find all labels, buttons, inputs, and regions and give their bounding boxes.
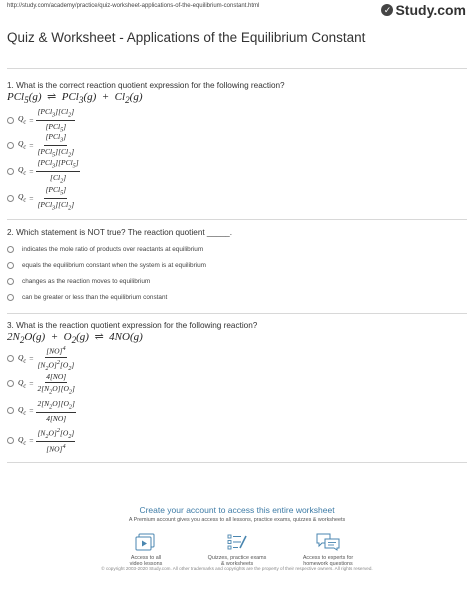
fraction xyxy=(36,132,75,158)
equals-sign: = xyxy=(29,115,34,125)
page-url: http://study.com/academy/practice/quiz-worksheet-applications-of-the-equilibrium-constant.html xyxy=(7,3,260,9)
fraction xyxy=(36,427,75,454)
radio-button[interactable] xyxy=(7,437,14,444)
fraction xyxy=(36,107,75,133)
radio-button[interactable] xyxy=(7,117,14,124)
equals-sign: = xyxy=(29,379,34,389)
radio-button[interactable] xyxy=(7,380,14,387)
fraction-denominator: $[N_2O]^2[O_2]$ xyxy=(37,358,75,372)
answer-option[interactable] xyxy=(7,278,150,285)
question-2-text: 2. Which statement is NOT true? The reaction quotient _____. xyxy=(7,228,232,237)
title-divider xyxy=(7,68,467,69)
fraction-numerator: $2[N_2O][O_2]$ xyxy=(37,399,75,411)
fraction xyxy=(36,185,75,211)
fraction xyxy=(36,372,76,396)
fraction xyxy=(36,399,76,423)
fraction-numerator: [PCl$_3$] xyxy=(45,132,67,144)
feature-line-2: & worksheets xyxy=(220,561,254,567)
fraction-numerator: [PCl$_5$] xyxy=(45,185,67,197)
radio-button[interactable] xyxy=(7,195,14,202)
answer-text: changes as the reaction moves to equilibrium xyxy=(22,278,151,285)
feature-line-1: Quizzes, practice exams xyxy=(207,555,267,561)
radio-button[interactable] xyxy=(7,294,14,301)
radio-button[interactable] xyxy=(7,168,14,175)
radio-button[interactable] xyxy=(7,355,14,362)
fraction-denominator: $[PCl_5][Cl_2]$ xyxy=(37,146,75,158)
fraction-denominator: [PCl$_5$] xyxy=(45,121,67,133)
question-3-text: 3. What is the reaction quotient expression for the following reaction? xyxy=(7,321,258,330)
fraction-denominator: $[Cl_2]$ xyxy=(50,172,67,184)
answer-option[interactable] xyxy=(7,107,75,133)
fraction xyxy=(36,158,79,184)
answer-option[interactable] xyxy=(7,246,203,253)
feature-video-lessons[interactable] xyxy=(106,533,186,567)
answer-option[interactable] xyxy=(7,158,80,184)
feature-line-2: homework questions xyxy=(303,561,353,567)
feature-line-2: video lessons xyxy=(129,561,163,567)
qc-symbol: $Q_c$ xyxy=(18,139,27,151)
answer-option[interactable] xyxy=(7,262,206,269)
answer-text: indicates the mole ratio of products over reactants at equilibrium xyxy=(22,246,204,253)
radio-button[interactable] xyxy=(7,142,14,149)
answer-option[interactable] xyxy=(7,399,76,423)
video-lessons-icon xyxy=(135,533,157,551)
radio-button[interactable] xyxy=(7,278,14,285)
study-logo-icon: ✓ xyxy=(381,4,393,16)
qc-symbol: $Q_c$ xyxy=(18,434,27,446)
answer-text: can be greater or less than the equilibrium constant xyxy=(22,294,168,301)
feature-experts[interactable] xyxy=(288,533,368,567)
fraction-numerator: 4[NO] xyxy=(46,372,67,381)
qc-symbol: $Q_c$ xyxy=(18,114,27,126)
qc-symbol: $Q_c$ xyxy=(18,405,27,417)
fraction-numerator: $[PCl_3][Cl_2]$ xyxy=(37,107,75,119)
study-logo[interactable] xyxy=(381,2,466,18)
question-1-equation: PCl$_5$(g) ⇌ $PCl_3(g) + Cl_2(g)$ xyxy=(7,91,143,106)
page-title: Quiz & Worksheet - Applications of the Equilibrium Constant xyxy=(7,30,366,45)
answer-text: equals the equilibrium constant when the system is at equilibrium xyxy=(22,262,207,269)
feature-line-1: Access to experts for xyxy=(302,555,354,561)
fraction-denominator: [NO]$^4$ xyxy=(46,443,66,454)
fraction-numerator: $[N_2O]^2[O_2]$ xyxy=(37,427,75,440)
equals-sign: = xyxy=(29,166,34,176)
question-1-text: 1. What is the correct reaction quotient expression for the following reaction? xyxy=(7,81,285,90)
answer-option[interactable] xyxy=(7,345,75,372)
cta-subtitle: A Premium account gives you access to all lessons, practice exams, quizzes & worksheets xyxy=(128,517,346,523)
equals-sign: = xyxy=(29,435,34,445)
qc-symbol: $Q_c$ xyxy=(18,165,27,177)
equals-sign: = xyxy=(29,140,34,150)
fraction-numerator: [NO]$^4$ xyxy=(46,345,66,356)
feature-line-1: Access to all xyxy=(130,555,162,561)
question-3-equation: $2N_2O(g) + O_2(g)$ ⇌ 4NO(g) xyxy=(7,331,143,346)
fraction-denominator: $[PCl_3][Cl_2]$ xyxy=(37,199,75,211)
radio-button[interactable] xyxy=(7,407,14,414)
copyright-notice: © copyright 2003-2020 Study.com. All other trademarks and copyrights are the property of their respective owners. All rights reserved. xyxy=(101,566,373,571)
logo-text: Study.com xyxy=(395,2,466,18)
question-divider xyxy=(7,219,467,220)
answer-option[interactable] xyxy=(7,185,75,211)
question-divider xyxy=(7,313,467,314)
radio-button[interactable] xyxy=(7,246,14,253)
radio-button[interactable] xyxy=(7,262,14,269)
cta-divider xyxy=(7,462,467,463)
equals-sign: = xyxy=(29,193,34,203)
answer-option[interactable] xyxy=(7,294,167,301)
feature-quizzes-worksheets[interactable] xyxy=(197,533,277,567)
qc-symbol: $Q_c$ xyxy=(18,378,27,390)
equals-sign: = xyxy=(29,353,34,363)
answer-option[interactable] xyxy=(7,372,76,396)
equals-sign: = xyxy=(29,406,34,416)
fraction-denominator: $2[N_2O][O_2]$ xyxy=(37,384,75,396)
fraction-denominator: 4[NO] xyxy=(46,413,67,423)
fraction-numerator: [PCl$_3$][PCl$_5$] xyxy=(37,158,79,170)
qc-symbol: $Q_c$ xyxy=(18,192,27,204)
answer-option[interactable] xyxy=(7,132,75,158)
experts-chat-icon xyxy=(316,533,340,551)
quizzes-worksheets-icon xyxy=(226,533,248,551)
answer-option[interactable] xyxy=(7,427,75,454)
fraction xyxy=(36,345,75,372)
cta-title[interactable]: Create your account to access this entire worksheet xyxy=(139,505,335,515)
qc-symbol: $Q_c$ xyxy=(18,352,27,364)
